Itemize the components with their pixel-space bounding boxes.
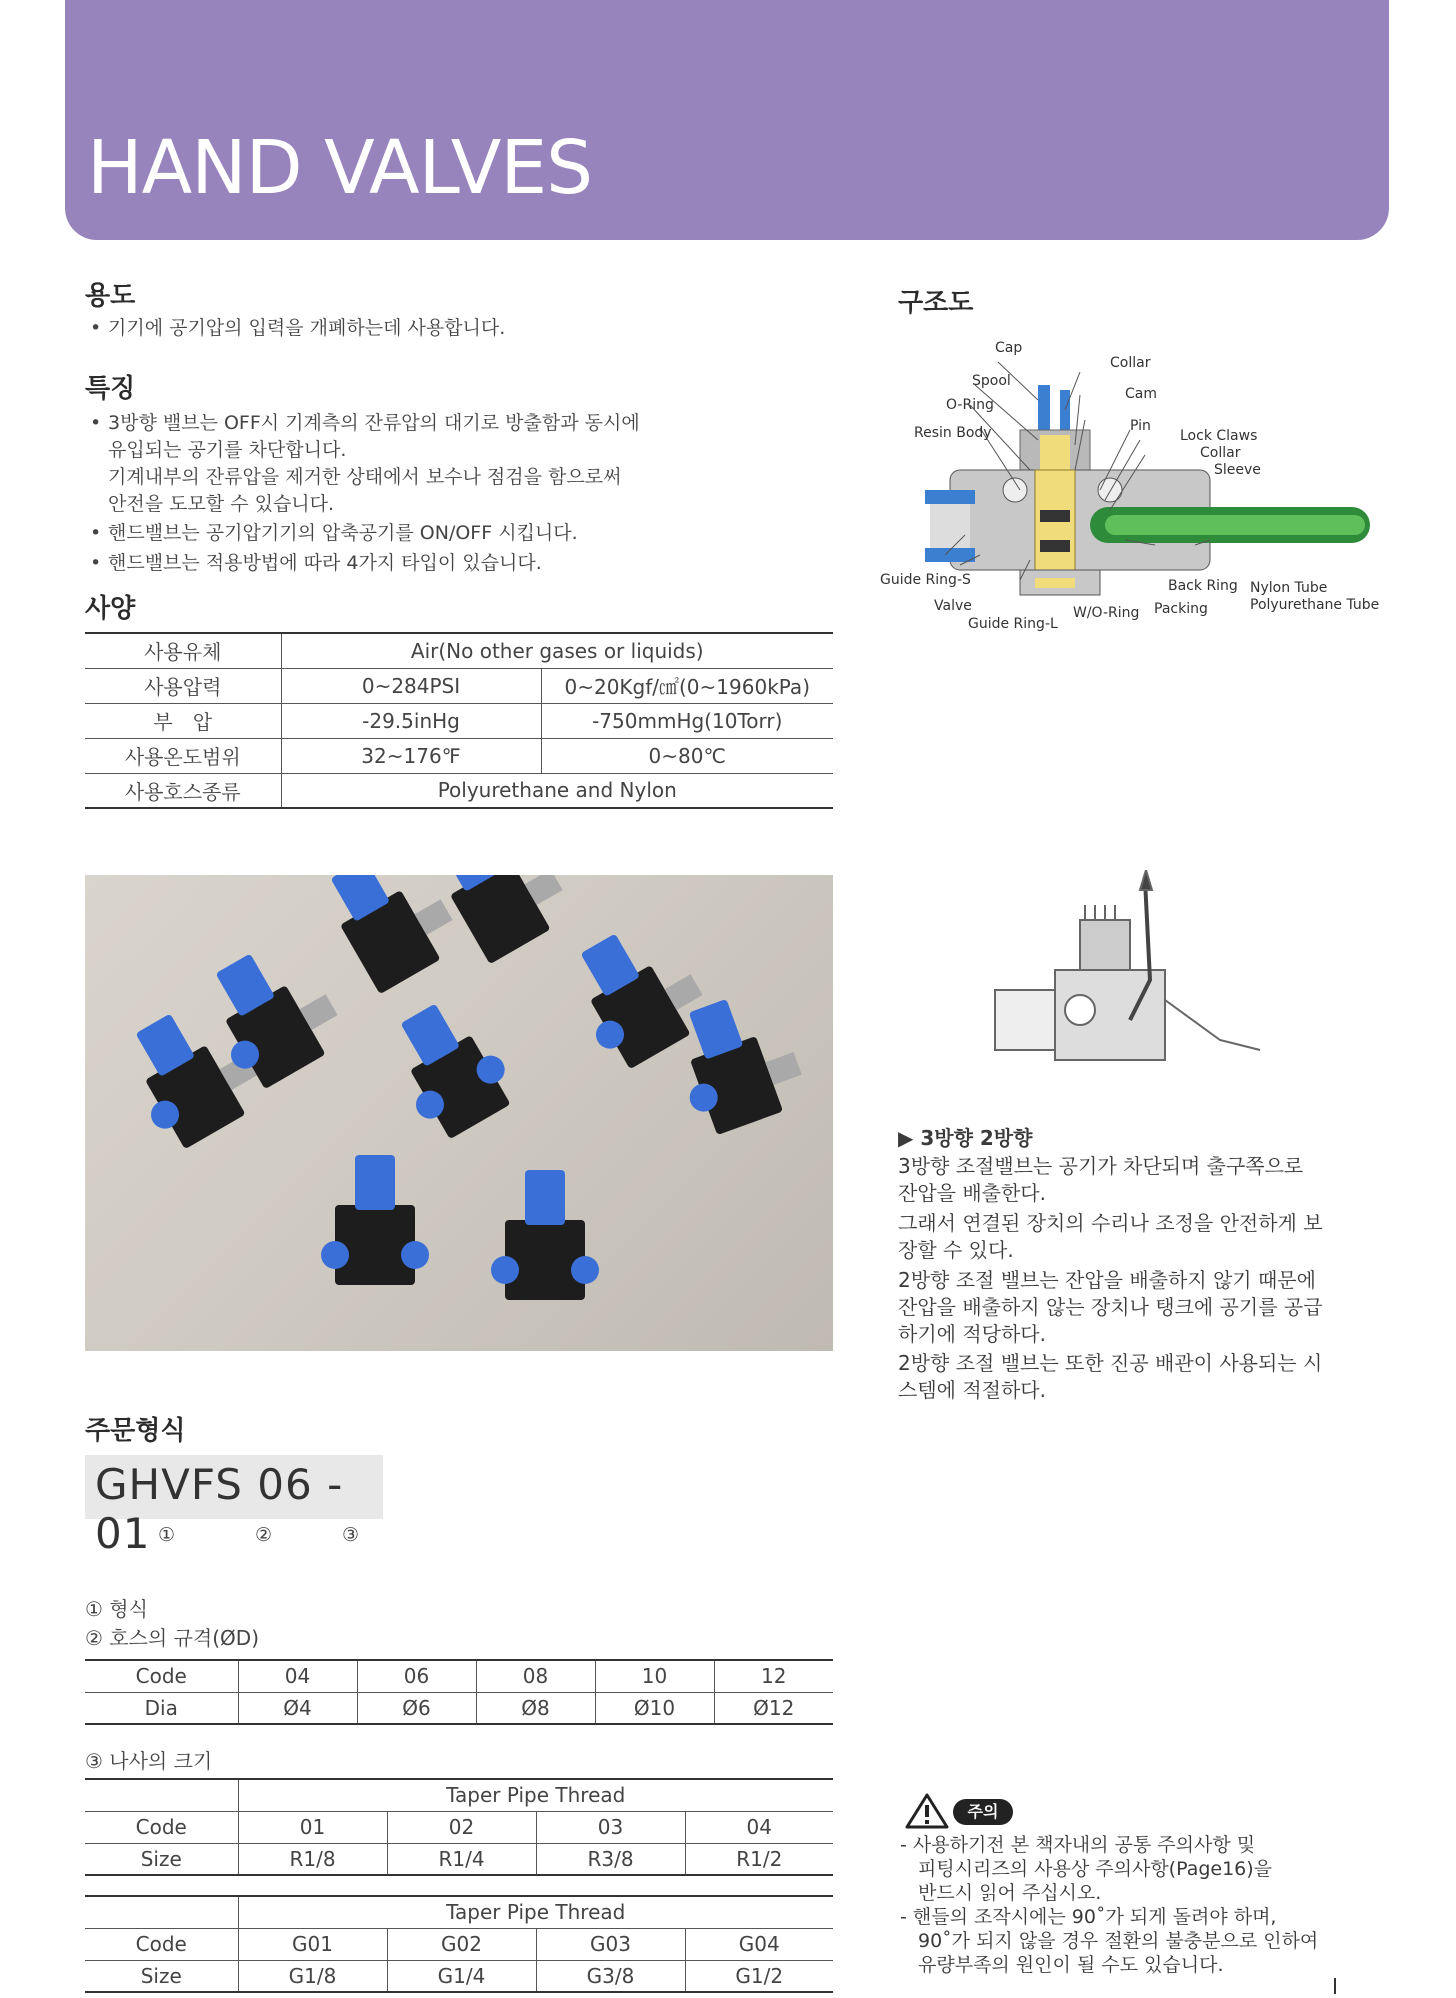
- spec-value: Air(No other gases or liquids): [281, 633, 833, 668]
- order-code: GHVFS 06 - 01: [95, 1460, 344, 1558]
- table-cell: 08: [476, 1660, 595, 1692]
- valve-operation-drawing: [980, 870, 1280, 1100]
- table-cell: Ø10: [595, 1692, 714, 1724]
- spec-label: 사용호스종류: [85, 773, 281, 808]
- table-header: Size: [85, 1843, 238, 1875]
- type-label: ① 형식: [85, 1597, 148, 1621]
- order-code-box: [85, 1455, 383, 1558]
- label-valve: Valve: [934, 598, 972, 614]
- table-row: [85, 1928, 833, 1960]
- spec-value: 0~80℃: [541, 738, 833, 773]
- label-packing: Packing: [1154, 601, 1208, 617]
- table-row: [85, 633, 833, 668]
- table-group-header: Taper Pipe Thread: [238, 1896, 833, 1928]
- table-cell: G01: [238, 1928, 387, 1960]
- table-cell: Ø6: [357, 1692, 476, 1724]
- table-cell: G1/2: [685, 1960, 833, 1992]
- features-item-2: • 핸드밸브는 공기압기기의 압축공기를 ON/OFF 시킵니다.: [90, 522, 578, 544]
- table-header: Size: [85, 1960, 238, 1992]
- label-spool: Spool: [972, 373, 1011, 389]
- table-cell: G1/4: [387, 1960, 536, 1992]
- table-cell: Ø8: [476, 1692, 595, 1724]
- table-row: [85, 1779, 833, 1811]
- label-cam: Cam: [1125, 386, 1157, 402]
- table-row: [85, 1660, 833, 1692]
- table-row: [85, 1896, 833, 1928]
- table-row: [85, 1811, 833, 1843]
- thread-table-1: [85, 1778, 833, 1876]
- order-marker-1: ①: [158, 1524, 176, 1546]
- table-cell: 06: [357, 1660, 476, 1692]
- table-cell: G3/8: [536, 1960, 685, 1992]
- label-pin: Pin: [1130, 418, 1151, 434]
- hose-spec-label: ② 호스의 규격(ØD): [85, 1626, 259, 1650]
- table-cell: G03: [536, 1928, 685, 1960]
- usage-item: • 기기에 공기압의 입력을 개폐하는데 사용합니다.: [90, 317, 506, 339]
- table-cell: 04: [685, 1811, 833, 1843]
- product-photo: [85, 875, 833, 1351]
- table-cell: G02: [387, 1928, 536, 1960]
- order-title: 주문형식: [85, 1416, 186, 1446]
- caution-text: - 사용하기전 본 책자내의 공통 주의사항 및 피팅시리즈의 사용상 주의사항(Page16)을 반드시 읽어 주십시오. - 핸들의 조작시에는 90˚가 되게 돌려야 하며, 90˚가 되지 않을 경우 절환의 불충분으로 인하여 유량부족의 원인이 될 수도 있습니다.: [900, 1834, 1319, 1976]
- hand-valves-illustration: [85, 875, 833, 1351]
- table-row: [85, 773, 833, 808]
- features-item-1: • 3방향 밸브는 OFF시 기계측의 잔류압의 대기로 방출함과 동시에 유입되는 공기를 차단합니다. 기계내부의 잔류압을 제거한 상태에서 보수나 점검을 함으로써 안전을 도모할 수 있습니다.: [90, 412, 640, 515]
- label-back-ring: Back Ring: [1168, 578, 1238, 594]
- table-cell: G1/8: [238, 1960, 387, 1992]
- features-title: 특징: [85, 374, 136, 404]
- spec-label: 사용온도범위: [85, 738, 281, 773]
- label-collar-2: Collar: [1200, 445, 1241, 461]
- spec-value: Polyurethane and Nylon: [281, 773, 833, 808]
- label-guide-ring-s: Guide Ring-S: [880, 572, 971, 588]
- table-cell: [85, 1896, 238, 1928]
- label-o-ring: O-Ring: [946, 397, 994, 413]
- table-cell: 02: [387, 1811, 536, 1843]
- table-cell: R1/8: [238, 1843, 387, 1875]
- table-cell: R3/8: [536, 1843, 685, 1875]
- label-sleeve: Sleeve: [1214, 462, 1261, 478]
- spec-value: -29.5inHg: [281, 703, 541, 738]
- direction-paragraph-1: 3방향 조절밸브는 공기가 차단되며 출구쪽으로 잔압을 배출한다.: [898, 1154, 1304, 1205]
- table-row: [85, 668, 833, 703]
- table-cell: 04: [238, 1660, 357, 1692]
- spec-value: 0~284PSI: [281, 668, 541, 703]
- order-marker-3: ③: [342, 1524, 360, 1546]
- spec-title: 사양: [85, 594, 136, 624]
- table-cell: Ø12: [714, 1692, 833, 1724]
- spec-value: -750mmHg(10Torr): [541, 703, 833, 738]
- features-item-3: • 핸드밸브는 적용방법에 따라 4가지 타입이 있습니다.: [90, 552, 542, 574]
- direction-paragraph-3: 2방향 조절 밸브는 잔압을 배출하지 않기 때문에 잔압을 배출하지 않는 장치나 탱크에 공기를 공급 하기에 적당하다.: [898, 1268, 1323, 1346]
- label-guide-ring-l: Guide Ring-L: [968, 616, 1058, 632]
- label-resin-body: Resin Body: [914, 425, 992, 441]
- table-cell: 10: [595, 1660, 714, 1692]
- table-cell: 03: [536, 1811, 685, 1843]
- label-polyurethane-tube: Polyurethane Tube: [1250, 597, 1380, 613]
- structure-diagram: [880, 340, 1380, 640]
- table-row: [85, 1960, 833, 1992]
- page-title: HAND VALVES: [87, 125, 593, 211]
- direction-paragraph-2: 그래서 연결된 장치의 수리나 조정을 안전하게 보 장할 수 있다.: [898, 1211, 1323, 1262]
- structure-title: 구조도: [898, 288, 974, 318]
- spec-value: 32~176℉: [281, 738, 541, 773]
- table-row: [85, 1692, 833, 1724]
- spec-label: 사용압력: [85, 668, 281, 703]
- label-collar: Collar: [1110, 355, 1151, 371]
- usage-title: 용도: [85, 281, 136, 311]
- table-cell: 12: [714, 1660, 833, 1692]
- caution-badge: 주의: [953, 1799, 1013, 1825]
- table-row: [85, 703, 833, 738]
- table-cell: 01: [238, 1811, 387, 1843]
- spec-label: 부 압: [85, 703, 281, 738]
- table-cell: [85, 1779, 238, 1811]
- table-header: Dia: [85, 1692, 238, 1724]
- table-header: Code: [85, 1928, 238, 1960]
- table-cell: R1/2: [685, 1843, 833, 1875]
- direction-heading: ▶ 3방향 2방향: [898, 1126, 1033, 1150]
- table-row: [85, 738, 833, 773]
- direction-paragraph-4: 2방향 조절 밸브는 또한 진공 배관이 사용되는 시 스템에 적절하다.: [898, 1351, 1323, 1402]
- caution-header: [905, 1793, 999, 1833]
- thread-table-2: [85, 1895, 833, 1993]
- table-row: [85, 1843, 833, 1875]
- spec-label: 사용유체: [85, 633, 281, 668]
- page-corner-mark: [1334, 1978, 1336, 1994]
- label-nylon-tube: Nylon Tube: [1250, 580, 1328, 596]
- table-cell: Ø4: [238, 1692, 357, 1724]
- spec-value: 0~20Kgf/㎠(0~1960kPa): [541, 668, 833, 703]
- table-group-header: Taper Pipe Thread: [238, 1779, 833, 1811]
- warning-icon: [905, 1793, 949, 1829]
- table-header: Code: [85, 1811, 238, 1843]
- page-header: [65, 0, 1389, 240]
- table-header: Code: [85, 1660, 238, 1692]
- label-wo-ring: W/O-Ring: [1073, 605, 1140, 621]
- hose-size-table: [85, 1659, 833, 1725]
- table-cell: G04: [685, 1928, 833, 1960]
- lever-diagram-illustration: [980, 870, 1280, 1100]
- table-cell: R1/4: [387, 1843, 536, 1875]
- spec-table: [85, 632, 833, 809]
- order-marker-2: ②: [255, 1524, 273, 1546]
- label-cap: Cap: [995, 340, 1023, 356]
- label-lock-claws: Lock Claws: [1180, 428, 1258, 444]
- thread-size-label: ③ 나사의 크기: [85, 1749, 213, 1773]
